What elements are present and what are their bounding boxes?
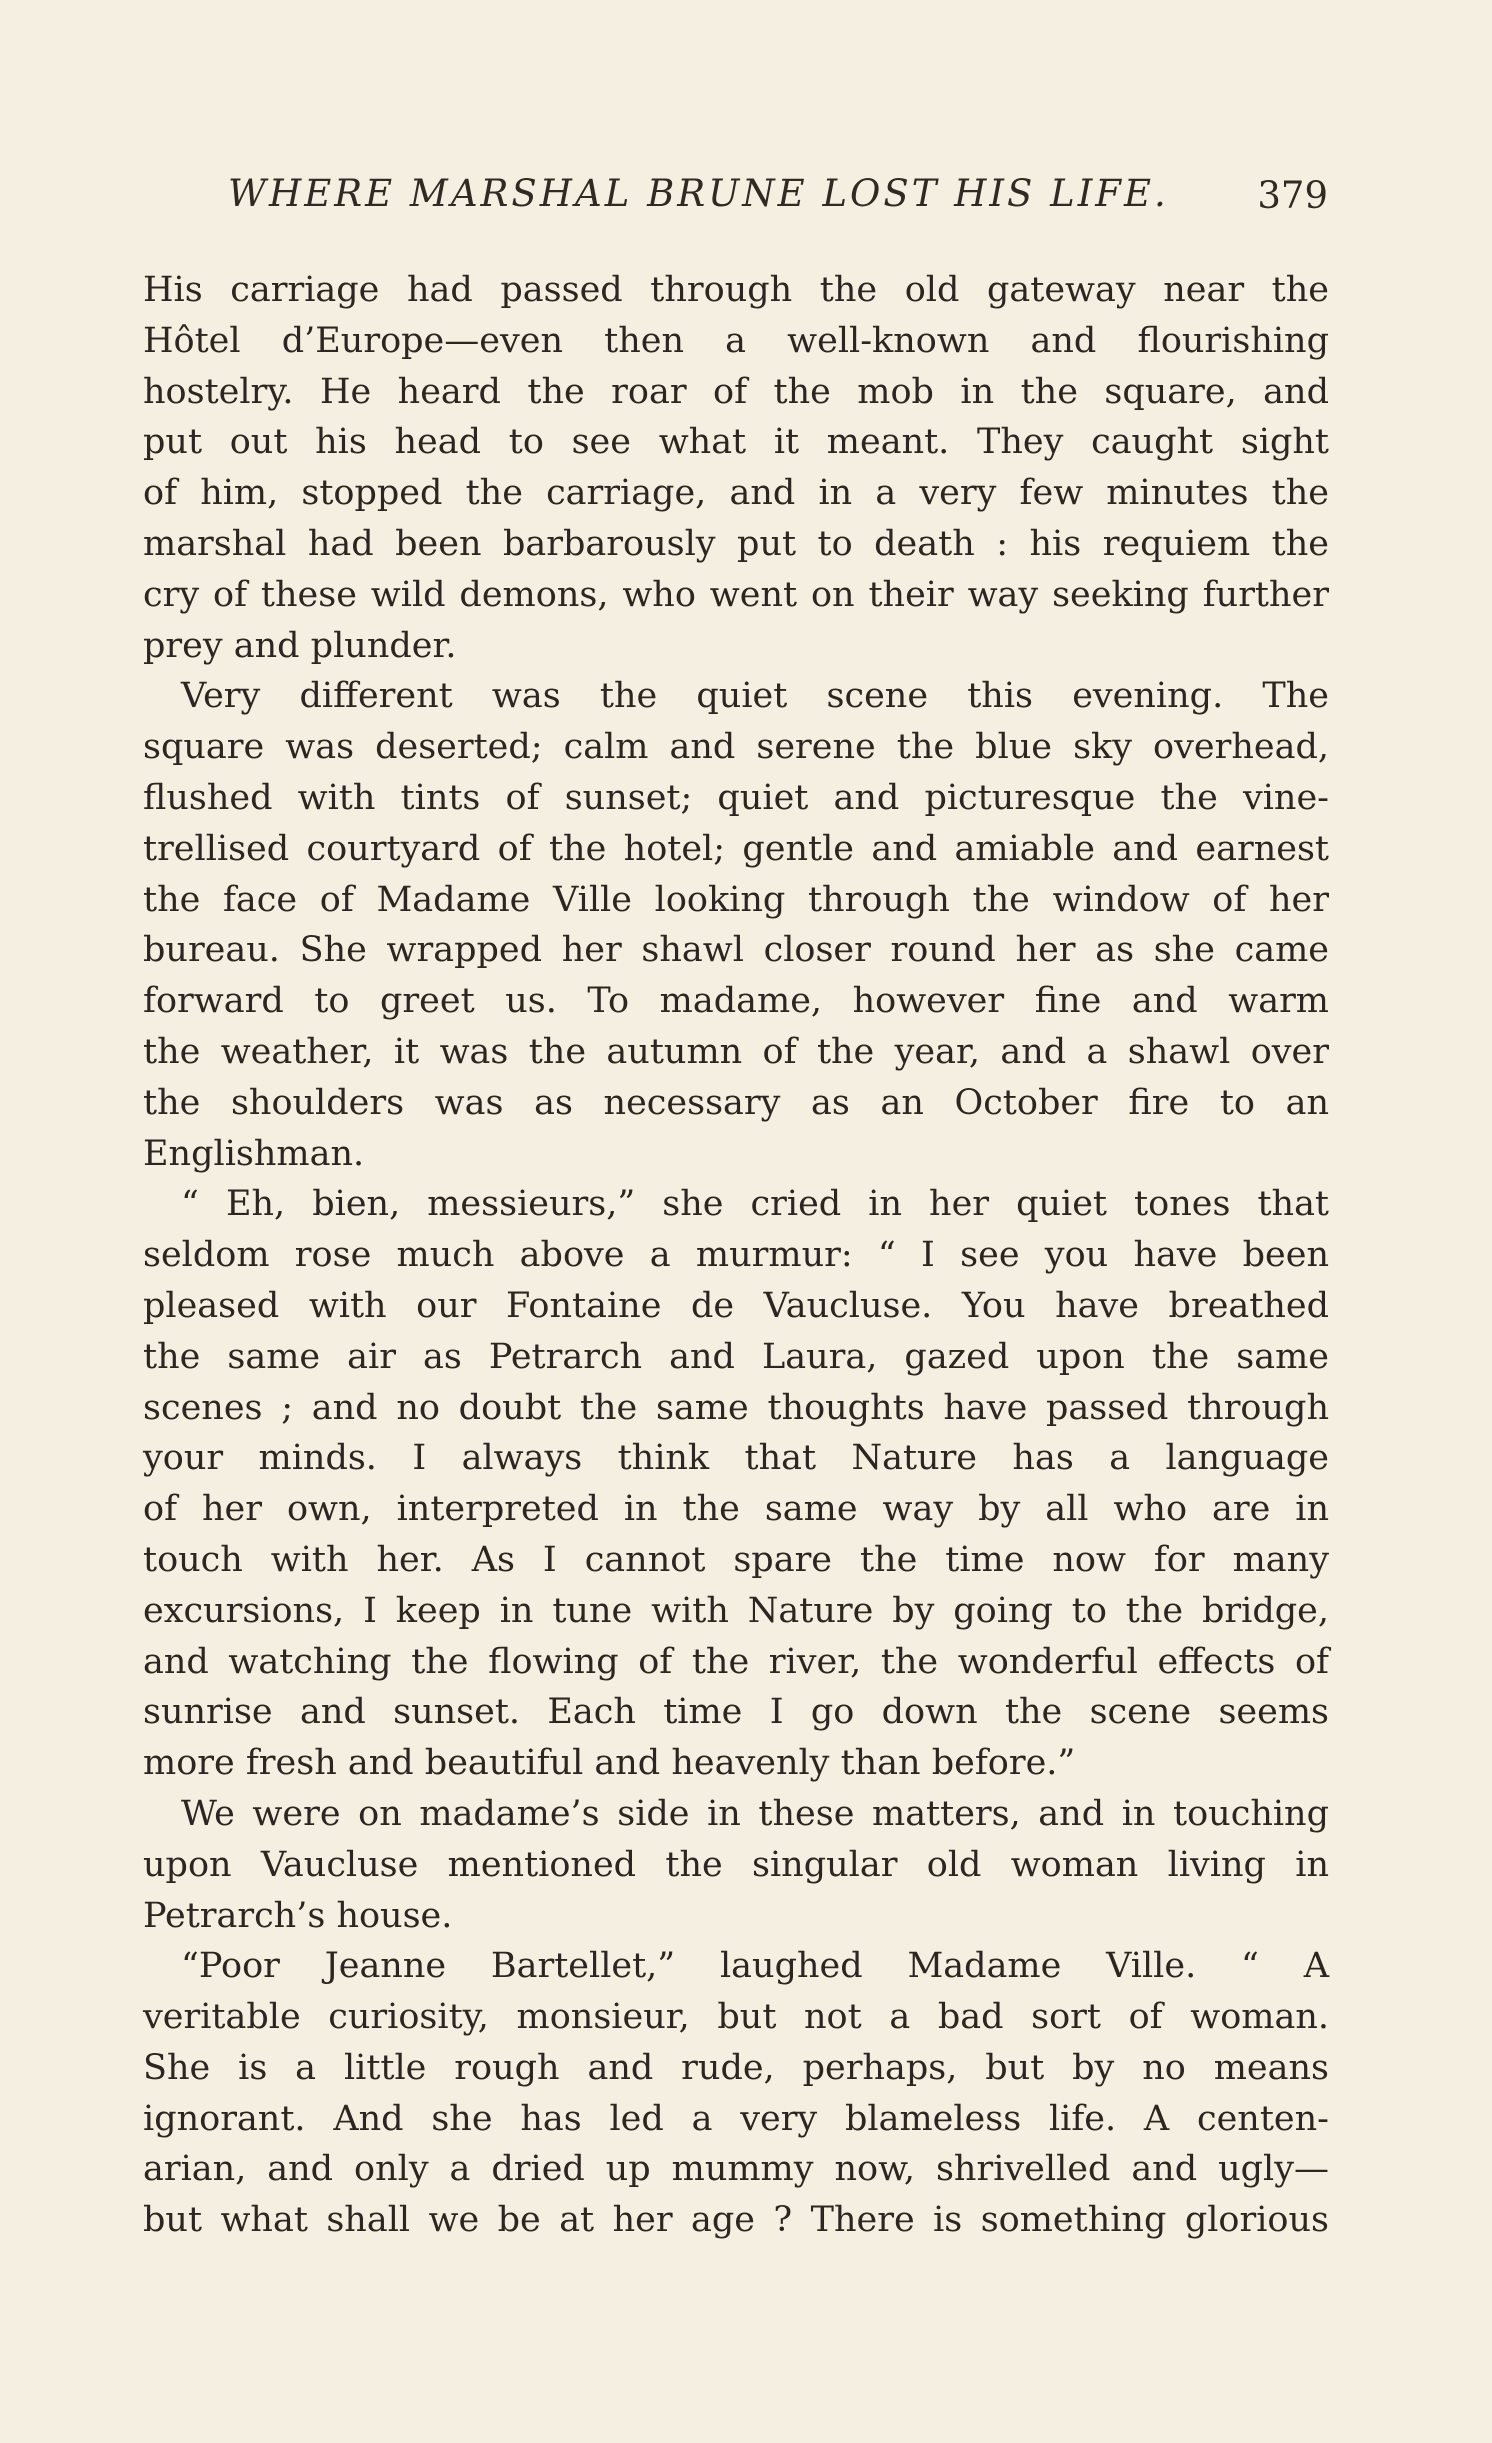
text-line: marshal had been barbarously put to death : his requiem the bbox=[143, 523, 1329, 564]
text-line: veritable curiosity, monsieur, but not a bad sort of woman. bbox=[143, 1997, 1329, 2038]
text-line: sunrise and sunset. Each time I go down the scene seems bbox=[143, 1692, 1329, 1733]
text-line: the shoulders was as necessary as an October fire to an bbox=[143, 1082, 1329, 1123]
text-line: Very different was the quiet scene this evening. The bbox=[181, 676, 1329, 717]
text-line: seldom rose much above a murmur: “ I see you have been bbox=[143, 1235, 1329, 1276]
text-line: pleased with our Fontaine de Vaucluse. You have breathed bbox=[143, 1285, 1329, 1326]
text-line: more fresh and beautiful and heavenly than before.” bbox=[143, 1743, 1076, 1784]
text-line: Petrarch’s house. bbox=[143, 1895, 453, 1936]
text-line: hostelry. He heard the roar of the mob in the square, and bbox=[143, 371, 1329, 412]
running-head bbox=[228, 172, 1328, 222]
text-line: excursions, I keep in tune with Nature by going to the bridge, bbox=[143, 1590, 1329, 1631]
text-line: prey and plunder. bbox=[143, 625, 457, 666]
text-line: ignorant. And she has led a very blameless life. A centen- bbox=[143, 2098, 1329, 2139]
text-line: We were on madame’s side in these matters, and in touching bbox=[181, 1793, 1329, 1834]
text-line: cry of these wild demons, who went on their way seeking further bbox=[143, 574, 1329, 615]
text-line: touch with her. As I cannot spare the time now for many bbox=[143, 1539, 1329, 1580]
body-text bbox=[143, 265, 1329, 2246]
text-line: trellised courtyard of the hotel; gentle and amiable and earnest bbox=[143, 828, 1329, 869]
page-number: 379 bbox=[1257, 174, 1328, 217]
text-line: scenes ; and no doubt the same thoughts have passed through bbox=[143, 1387, 1329, 1428]
text-line: “Poor Jeanne Bartellet,” laughed Madame Ville. “ A bbox=[181, 1946, 1329, 1987]
text-line: of him, stopped the carriage, and in a very few minutes the bbox=[143, 473, 1329, 514]
text-line: your minds. I always think that Nature has a language bbox=[143, 1438, 1329, 1479]
text-line: and watching the flowing of the river, the wonderful effects of bbox=[143, 1641, 1329, 1682]
text-line: square was deserted; calm and serene the blue sky overhead, bbox=[143, 727, 1329, 768]
text-line: “ Eh, bien, messieurs,” she cried in her quiet tones that bbox=[181, 1184, 1329, 1225]
text-line: the weather, it was the autumn of the year, and a shawl over bbox=[143, 1031, 1329, 1072]
text-line: Hôtel d’Europe—even then a well-known and flourishing bbox=[143, 320, 1329, 361]
text-line: His carriage had passed through the old gateway near the bbox=[143, 270, 1329, 310]
text-line: arian, and only a dried up mummy now, shrivelled and ugly— bbox=[143, 2149, 1329, 2190]
text-line: upon Vaucluse mentioned the singular old woman living in bbox=[143, 1844, 1329, 1885]
text-line: but what shall we be at her age ? There is something glorious bbox=[143, 2200, 1329, 2241]
text-line: of her own, interpreted in the same way by all who are in bbox=[143, 1489, 1329, 1530]
text-line: put out his head to see what it meant. They caught sight bbox=[143, 422, 1329, 463]
text-line: Englishman. bbox=[143, 1133, 365, 1174]
text-line: flushed with tints of sunset; quiet and picturesque the vine- bbox=[143, 777, 1329, 818]
text-line: the face of Madame Ville looking through the window of her bbox=[143, 879, 1329, 920]
text-line: bureau. She wrapped her shawl closer round her as she came bbox=[143, 930, 1329, 971]
running-title: WHERE MARSHAL BRUNE LOST HIS LIFE. bbox=[228, 172, 1169, 215]
text-line: forward to greet us. To madame, however fine and warm bbox=[143, 981, 1329, 1022]
text-line: the same air as Petrarch and Laura, gazed upon the same bbox=[143, 1336, 1329, 1377]
text-line: She is a little rough and rude, perhaps, but by no means bbox=[143, 2047, 1329, 2088]
